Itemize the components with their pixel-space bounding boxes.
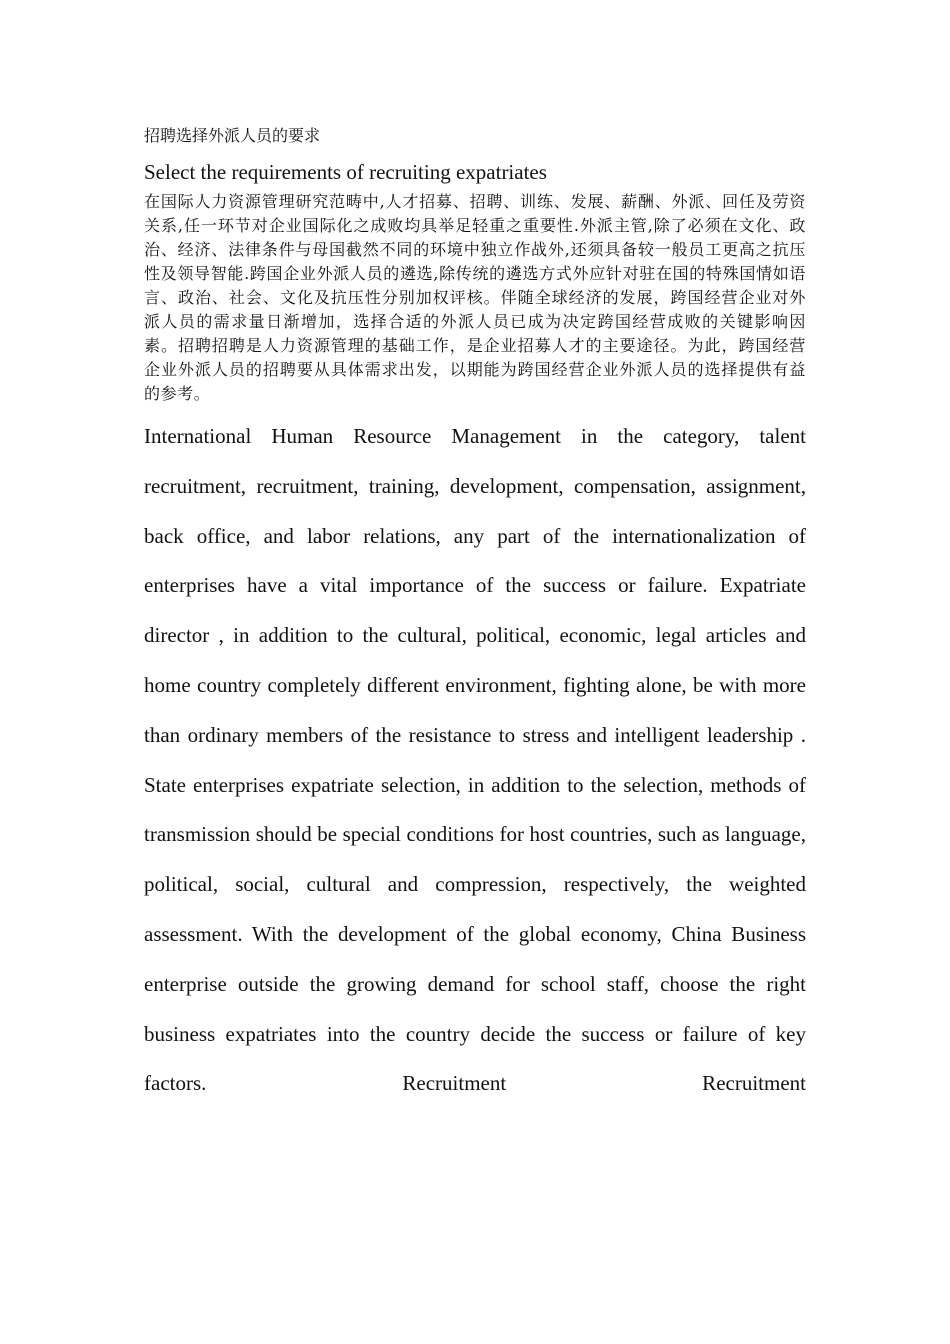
chinese-abstract-paragraph: 在国际人力资源管理研究范畴中,人才招募、招聘、训练、发展、薪酬、外派、回任及劳资关系,任一环节对企业国际化之成败均具举足轻重之重要性.外派主管,除了必须在文化、政治、经济、法律条件与母国截然不同的环境中独立作战外,还须具备较一般员工更高之抗压性及领导智能.跨国企业外派人员的遴选,除传统的遴选方式外应针对驻在国的特殊国情如语言、政治、社会、文化及抗压性分别加权评核。伴随全球经济的发展，跨国经营企业对外派人员的需求量日渐增加，选择合适的外派人员已成为决定跨国经营成败的关键影响因素。招聘招聘是人力资源管理的基础工作，是企业招募人才的主要途径。为此，跨国经营企业外派人员的招聘要从具体需求出发，以期能为跨国经营企业外派人员的选择提供有益的参考。 <box>144 192 806 403</box>
english-title: Select the requirements of recruiting expatriates <box>144 160 547 184</box>
document-page <box>144 124 806 1109</box>
english-abstract-paragraph: International Human Resource Management in the category, talent recruitment, recruitment, training, development, compensation, assignment, back office, and labor relations, any part of the internationalization of enterprises have a vital importance of the success or failure. Expatriate director , in addition to the cultural, political, economic, legal articles and home country completely different environment, fighting alone, be with more than ordinary members of the resistance to stress and intelligent leadership . State enterprises expatriate selection, in addition to the selection, methods of transmission should be special conditions for host countries, such as language, political, social, cultural and compression, respectively, the weighted assessment. With the development of the global economy, China Business enterprise outside the growing demand for school staff, choose the right business expatriates into the country decide the success or failure of key factors. Recruitment Recruitment <box>144 424 806 1096</box>
chinese-title: 招聘选择外派人员的要求 <box>144 126 321 145</box>
